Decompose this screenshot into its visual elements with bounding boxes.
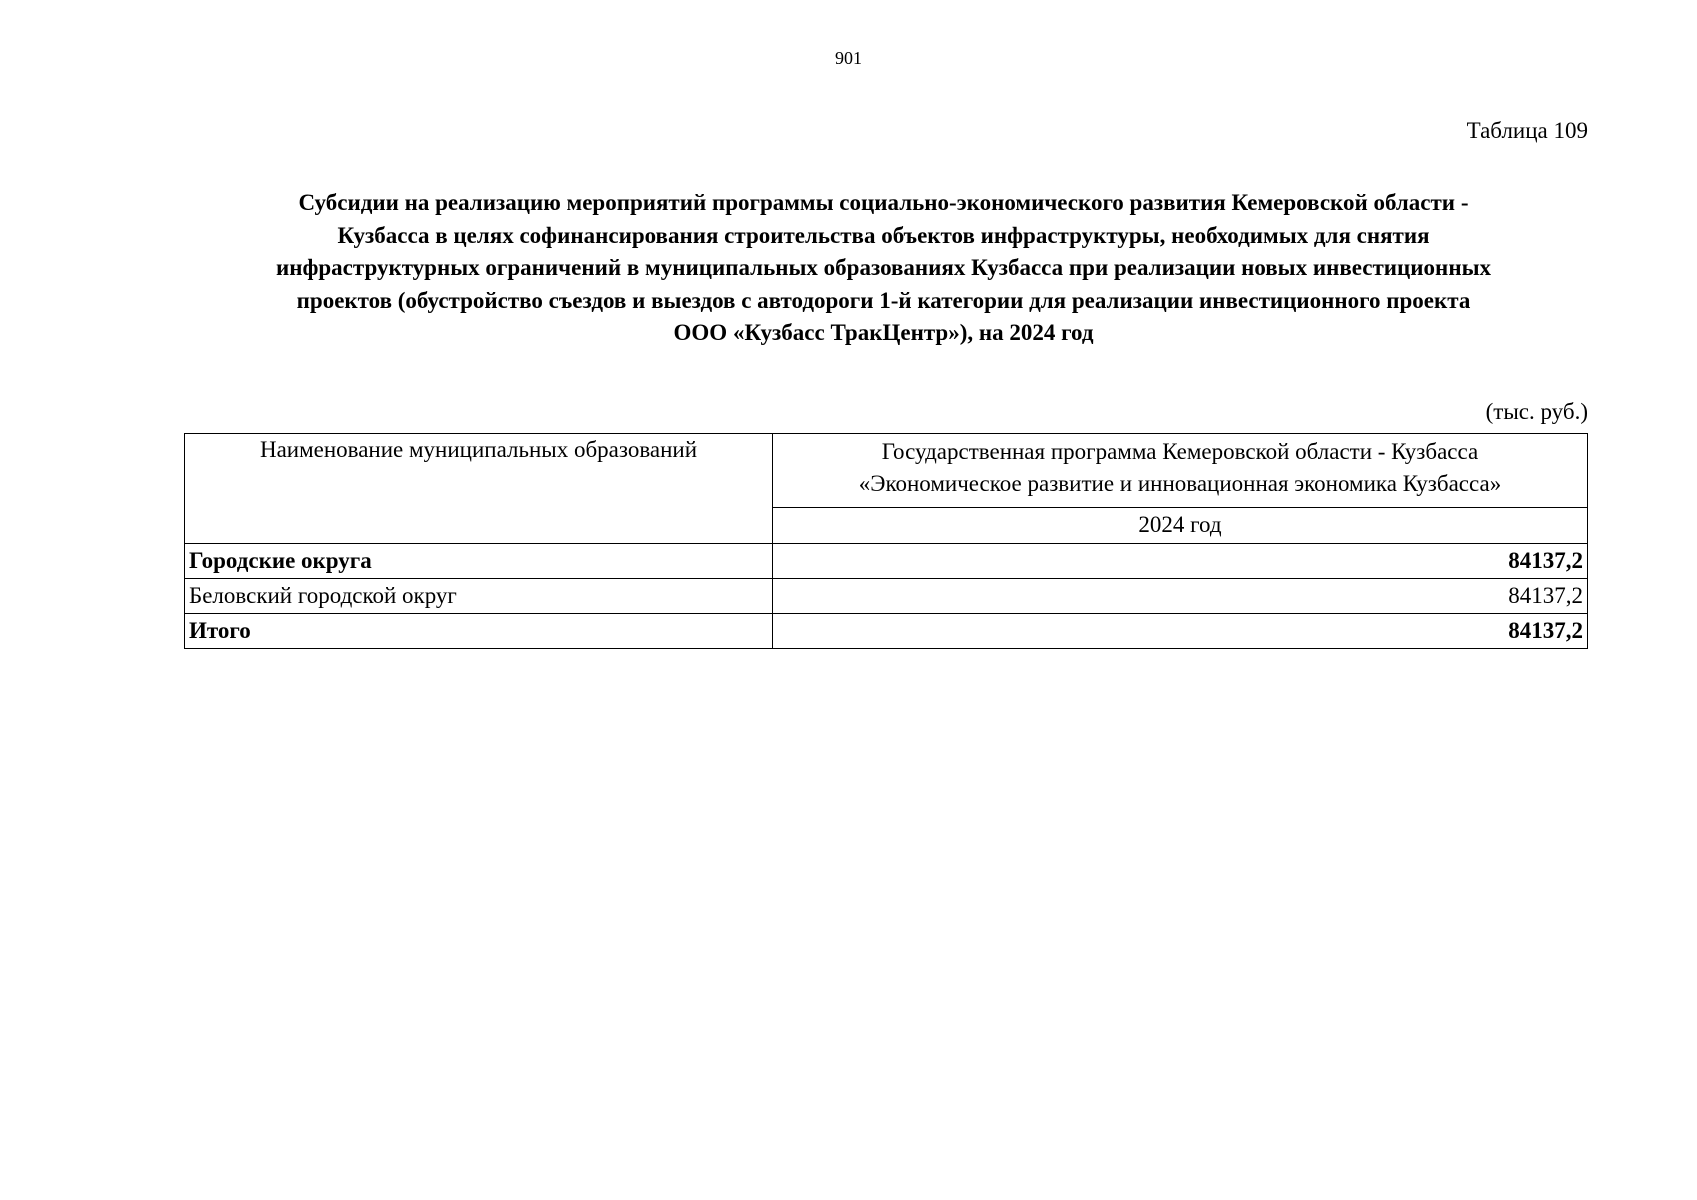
document-title (185, 187, 1582, 350)
table-caption: Таблица 109 (1466, 118, 1588, 143)
units-label: (тыс. руб.) (1485, 399, 1588, 424)
row-name: Городские округа (185, 544, 773, 579)
header-program-line: Государственная программа Кемеровской области - Кузбасса (881, 439, 1479, 464)
row-name: Итого (185, 614, 773, 649)
title-line: проектов (обустройство съездов и выездов с автодороги 1-й категории для реализации инвестиционного проекта (296, 287, 1471, 313)
page-number: 901 (835, 48, 862, 68)
table-row (185, 544, 1588, 579)
row-value: 84137,2 (773, 614, 1588, 649)
table-header-row (185, 434, 1588, 508)
title-line: Кузбасса в целях софинансирования строительства объектов инфраструктуры, необходимых для снятия (337, 222, 1430, 248)
header-year: 2024 год (773, 508, 1588, 544)
row-value: 84137,2 (773, 544, 1588, 579)
row-value: 84137,2 (773, 579, 1588, 614)
title-line: ООО «Кузбасс ТракЦентр»), на 2024 год (673, 320, 1094, 345)
table-row (185, 579, 1588, 614)
header-municipality: Наименование муниципальных образований (185, 434, 773, 544)
header-program (773, 434, 1588, 508)
header-program-line: «Экономическое развитие и инновационная экономика Кузбасса» (858, 471, 1502, 496)
title-line: инфраструктурных ограничений в муниципальных образованиях Кузбасса при реализации новых инвестиционных (275, 255, 1492, 280)
row-name: Беловский городской округ (185, 579, 773, 614)
title-line: Субсидии на реализацию мероприятий программы социально-экономического развития Кемеровской области - (298, 190, 1469, 215)
table-row (185, 614, 1588, 649)
subsidy-table (184, 433, 1588, 649)
